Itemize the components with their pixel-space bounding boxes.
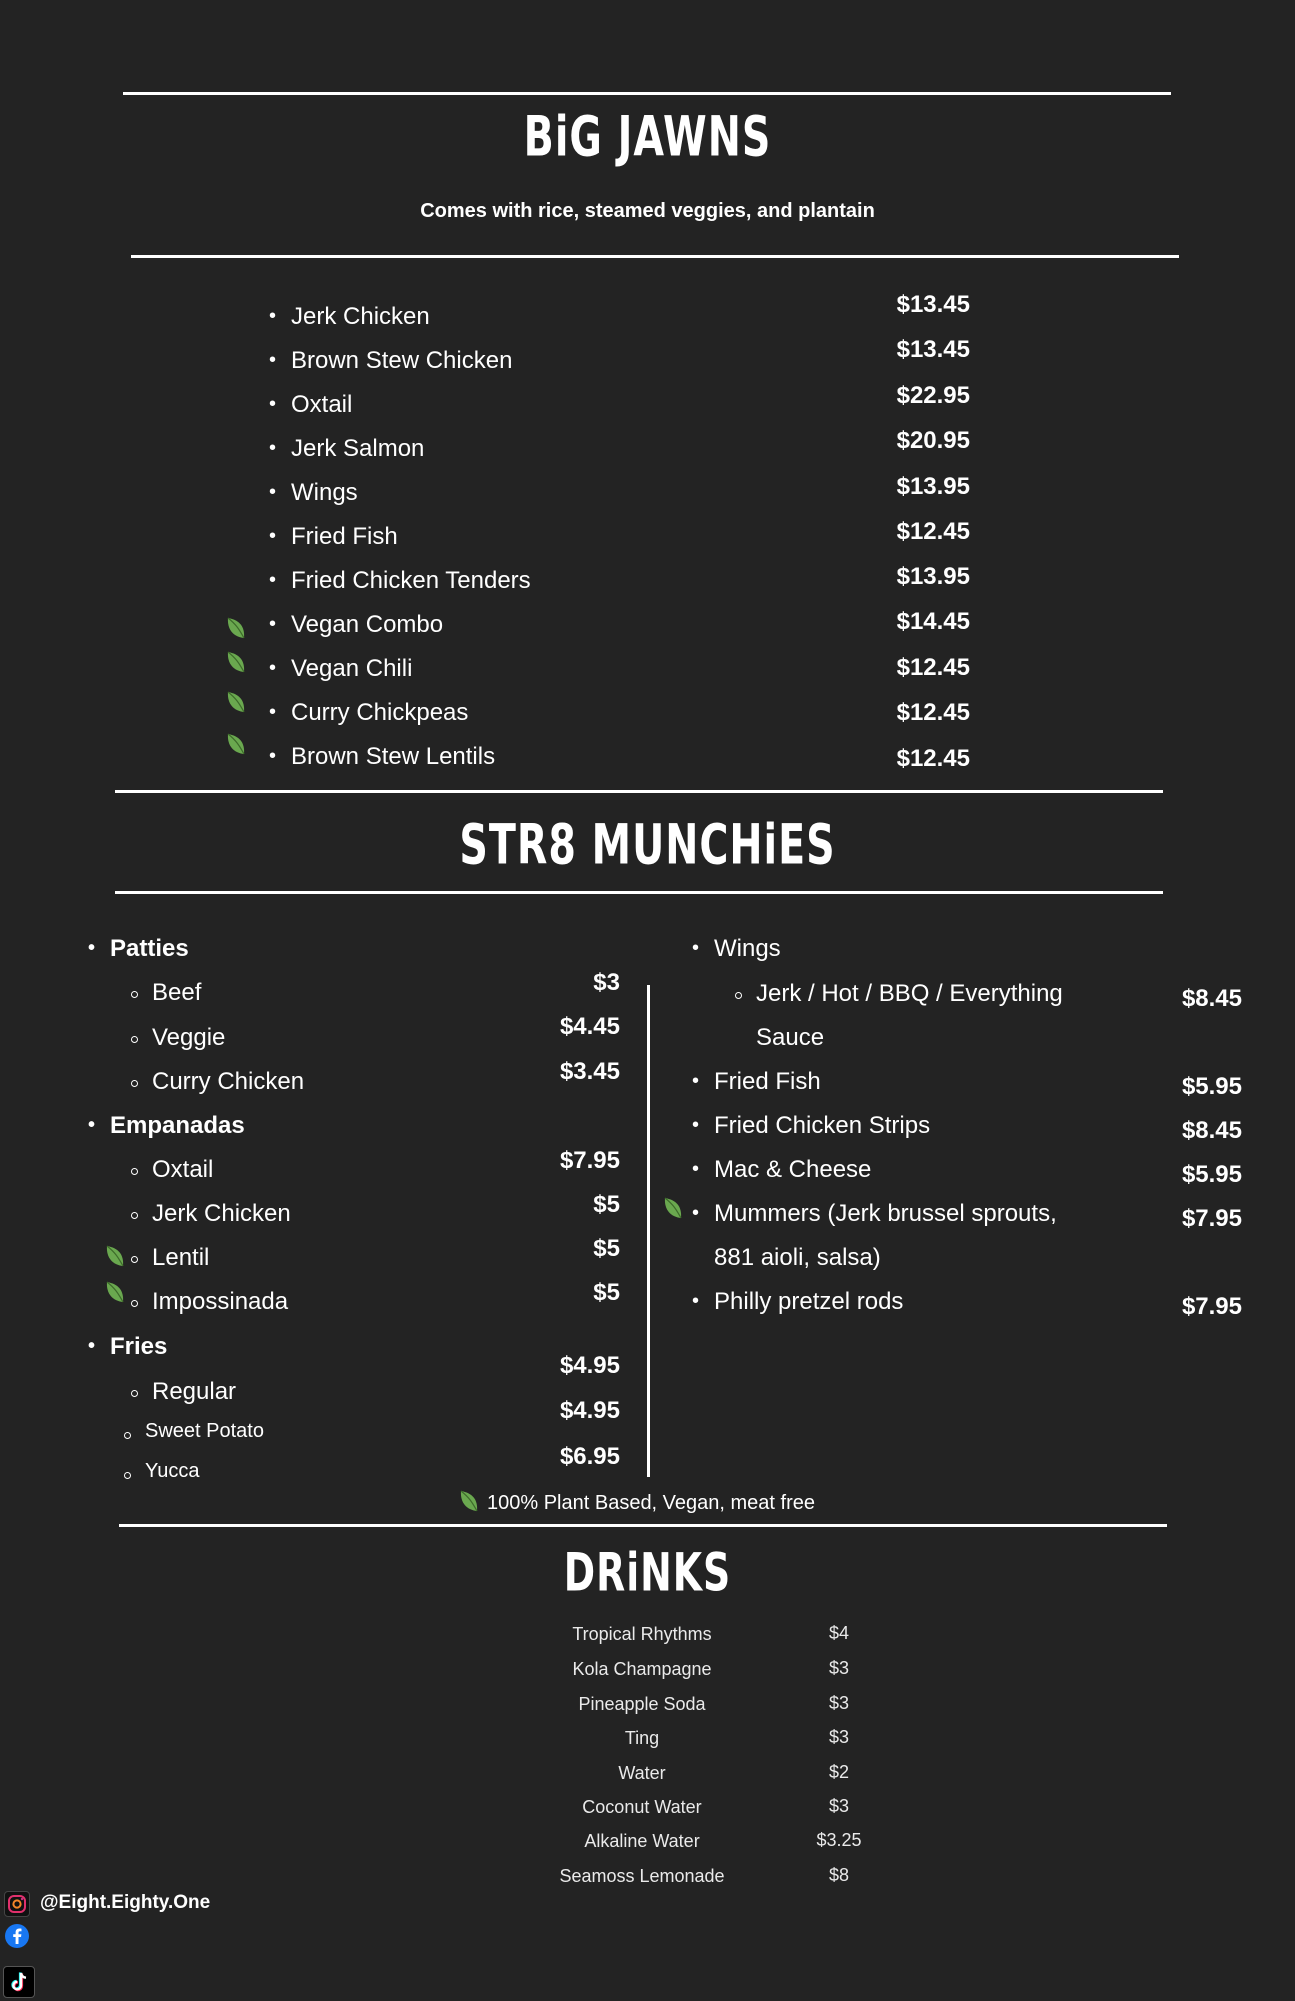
tiktok-icon[interactable]	[3, 1966, 35, 1998]
menu-price: $12.45	[896, 518, 970, 545]
menu-item: • Fried Chicken Tenders	[291, 567, 531, 595]
menu-item: • Mac & Cheese	[714, 1156, 871, 1184]
menu-item: Yucca	[145, 1460, 200, 1482]
menu-price: $12.45	[896, 654, 970, 681]
drink-name: Tropical Rhythms	[572, 1624, 712, 1644]
menu-price: $13.95	[896, 473, 970, 500]
menu-price: $22.95	[896, 382, 970, 409]
menu-item: • Brown Stew Lentils	[291, 743, 495, 771]
menu-item: • Oxtail	[291, 391, 352, 419]
drink-price: $8	[828, 1865, 850, 1885]
menu-price: $13.45	[896, 291, 970, 318]
drink-name: Seamoss Lemonade	[559, 1866, 725, 1886]
menu-price: $12.45	[896, 699, 970, 726]
divider	[123, 92, 1171, 95]
vegan-leaf-icon	[225, 732, 247, 756]
menu-item: Sweet Potato	[145, 1420, 264, 1442]
menu-price: $13.95	[896, 563, 970, 590]
drink-name: Kola Champagne	[572, 1659, 712, 1679]
drink-price: $4	[828, 1623, 850, 1643]
menu-price: $5	[593, 1235, 620, 1262]
menu-item-mummers-cont: 881 aioli, salsa)	[714, 1244, 881, 1271]
menu-price: $7.95	[559, 1147, 620, 1174]
vegan-leaf-icon	[225, 616, 247, 640]
drink-price: $3	[828, 1658, 850, 1678]
menu-price: $4.95	[559, 1397, 620, 1424]
drink-name: Ting	[624, 1728, 660, 1748]
menu-price: $5	[593, 1279, 620, 1306]
drink-name: Coconut Water	[582, 1797, 702, 1817]
vegan-leaf-icon	[458, 1489, 480, 1513]
menu-item: • Jerk Chicken	[291, 303, 430, 331]
menu-price: $4.95	[559, 1352, 620, 1379]
drink-price: $2	[828, 1762, 850, 1782]
vegan-leaf-icon	[225, 690, 247, 714]
menu-item-wings: • Wings	[714, 935, 781, 963]
section-title-drinks: DRiNKS	[563, 1541, 732, 1604]
drink-name: Pineapple Soda	[578, 1694, 706, 1714]
menu-item: • Curry Chickpeas	[291, 699, 468, 727]
instagram-icon[interactable]	[4, 1891, 30, 1917]
menu-price: $7.95	[1181, 1205, 1242, 1232]
menu-item: Impossinada	[152, 1288, 289, 1315]
menu-price: $5.95	[1181, 1073, 1242, 1100]
menu-item: Jerk Chicken	[152, 1200, 291, 1227]
section-title-str8-munchies: STR8 MUNCHiES	[459, 813, 836, 878]
menu-price: $7.95	[1181, 1293, 1242, 1320]
divider	[115, 790, 1163, 793]
menu-price: $4.45	[559, 1013, 620, 1040]
menu-item-mummers: • Mummers (Jerk brussel sprouts,	[714, 1200, 1057, 1228]
menu-item: Oxtail	[152, 1156, 214, 1183]
section-subtitle: Comes with rice, steamed veggies, and plantain	[420, 200, 875, 222]
vegan-leaf-icon	[104, 1244, 126, 1268]
menu-price: $5.95	[1181, 1161, 1242, 1188]
drink-price: $3	[828, 1693, 850, 1713]
section-title-big-jawns: BiG JAWNS	[523, 105, 772, 170]
menu-item: • Fried Fish	[291, 523, 398, 551]
menu-item: • Philly pretzel rods	[714, 1288, 903, 1316]
drink-price: $3	[828, 1727, 850, 1747]
menu-item: Regular	[152, 1378, 237, 1405]
menu-item: • Fried Fish	[714, 1068, 821, 1096]
menu-price: $20.95	[896, 427, 970, 454]
social-handle[interactable]: @Eight.Eighty.One	[40, 1892, 211, 1913]
menu-item: • Jerk Salmon	[291, 435, 424, 463]
vegan-note: 100% Plant Based, Vegan, meat free	[487, 1492, 815, 1514]
category-empanadas: • Empanadas	[110, 1112, 245, 1140]
menu-item: Veggie	[152, 1024, 226, 1051]
menu-price: $14.45	[896, 608, 970, 635]
divider	[115, 891, 1163, 894]
menu-item: • Brown Stew Chicken	[291, 347, 512, 375]
drink-price: $3.25	[816, 1830, 862, 1850]
divider	[119, 1524, 1167, 1527]
facebook-icon[interactable]	[5, 1924, 29, 1948]
drink-name: Water	[618, 1763, 666, 1783]
vegan-leaf-icon	[104, 1280, 126, 1304]
drink-name: Alkaline Water	[584, 1831, 700, 1851]
vegan-leaf-icon	[662, 1196, 684, 1220]
menu-price: $3	[593, 969, 620, 996]
divider	[131, 255, 1179, 258]
menu-item-wing-sauces-cont: Sauce	[756, 1024, 825, 1051]
menu-price: $8.45	[1181, 1117, 1242, 1144]
menu-item: Curry Chicken	[152, 1068, 305, 1095]
column-divider	[647, 985, 650, 1477]
menu-price: $6.95	[559, 1443, 620, 1470]
menu-item: • Vegan Combo	[291, 611, 443, 639]
category-patties: • Patties	[110, 935, 189, 963]
category-fries: • Fries	[110, 1333, 167, 1361]
menu-item: • Vegan Chili	[291, 655, 412, 683]
drink-price: $3	[828, 1796, 850, 1816]
menu-item: • Fried Chicken Strips	[714, 1112, 930, 1140]
menu-item-wing-sauces: Jerk / Hot / BBQ / Everything	[756, 980, 1063, 1007]
menu-item: Beef	[152, 979, 202, 1006]
menu-item: Lentil	[152, 1244, 210, 1271]
menu-price: $12.45	[896, 745, 970, 772]
menu-item: • Wings	[291, 479, 358, 507]
menu-price: $3.45	[559, 1058, 620, 1085]
menu-price: $8.45	[1181, 985, 1242, 1012]
menu-price: $5	[593, 1191, 620, 1218]
menu-price: $13.45	[896, 336, 970, 363]
vegan-leaf-icon	[225, 650, 247, 674]
